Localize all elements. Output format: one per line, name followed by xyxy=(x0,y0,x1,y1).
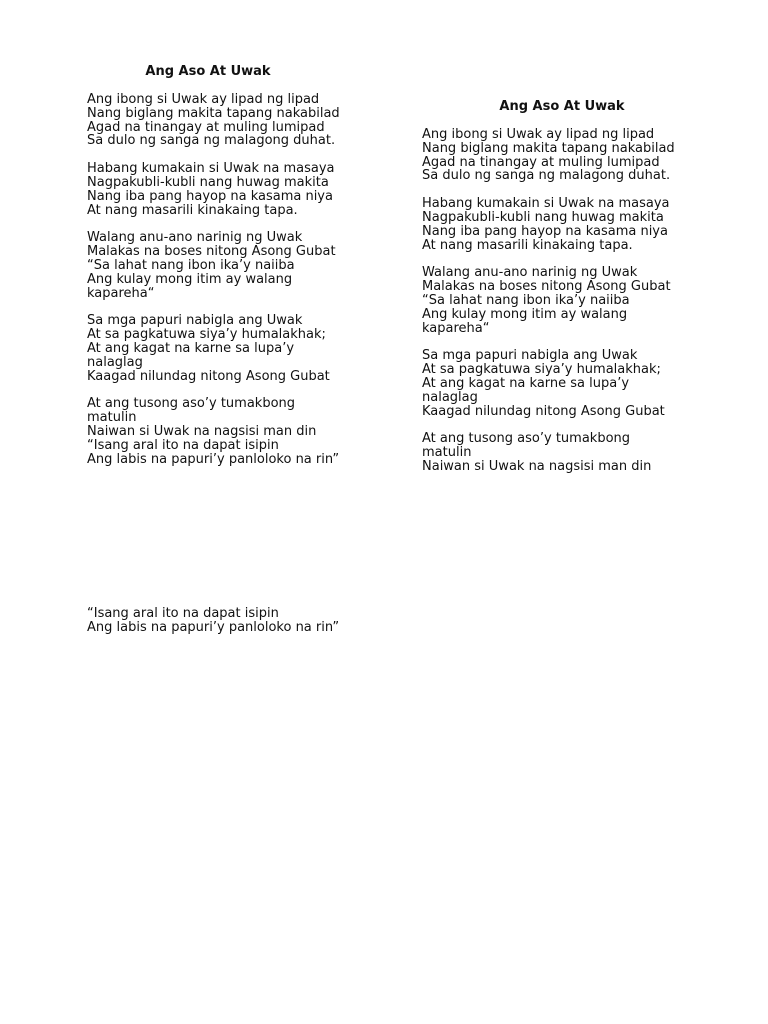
poem-line: Nang biglang makita tapang nakabilad xyxy=(422,140,675,156)
poem-line: Naiwan si Uwak na nagsisi man din xyxy=(87,423,317,439)
poem-line: Agad na tinangay at muling lumipad xyxy=(422,154,660,170)
poem-line: “Sa lahat nang ibon ika’y naiiba xyxy=(422,292,630,308)
poem-line: Kaagad nilundag nitong Asong Gubat xyxy=(87,368,330,384)
poem-line: At sa pagkatuwa siya’y humalakhak; xyxy=(87,327,326,343)
stanza xyxy=(87,397,387,466)
poem-line: Ang kulay mong itim ay walang xyxy=(87,271,293,287)
poem-line: Malakas na boses nitong Asong Gubat xyxy=(87,244,336,260)
moral-block xyxy=(87,607,387,649)
poem-line: Malakas na boses nitong Asong Gubat xyxy=(422,279,671,295)
poem-line: Nang iba pang hayop na kasama niya xyxy=(422,223,668,239)
poem-line: Ang labis na papuri’y panloloko na rin” xyxy=(87,451,340,467)
poem-line: “Isang aral ito na dapat isipin xyxy=(87,606,279,621)
stanza xyxy=(87,93,387,148)
right-column xyxy=(422,99,722,488)
poem-line: nalaglag xyxy=(87,354,143,370)
poem-line: “Isang aral ito na dapat isipin xyxy=(87,437,279,453)
poem-line: Sa dulo ng sanga ng malagong duhat. xyxy=(87,133,336,149)
poem-line: Nang iba pang hayop na kasama niya xyxy=(87,188,333,204)
poem-line: Ang labis na papuri’y panloloko na rin” xyxy=(87,619,340,635)
poem-line: “Sa lahat nang ibon ika’y naiiba xyxy=(87,257,295,273)
poem-line: At ang tusong aso’y tumakbong xyxy=(87,396,296,412)
stanza xyxy=(422,197,722,252)
poem-line: At ang tusong aso’y tumakbong xyxy=(422,431,631,447)
stanza xyxy=(422,349,722,418)
stanza-list xyxy=(422,128,722,474)
poem-title: Ang Aso At Uwak xyxy=(499,99,625,114)
left-column xyxy=(87,64,387,480)
poem-line: Ang ibong si Uwak ay lipad ng lipad xyxy=(87,92,320,107)
poem-line: Ang kulay mong itim ay walang xyxy=(422,306,628,322)
poem-line: Sa mga papuri nabigla ang Uwak xyxy=(422,348,638,364)
stanza-list xyxy=(87,93,387,466)
poem-line: At ang kagat na karne sa lupa’y xyxy=(87,340,295,356)
poem-line: Nang biglang makita tapang nakabilad xyxy=(87,105,340,121)
poem-line: Kaagad nilundag nitong Asong Gubat xyxy=(422,403,665,419)
stanza xyxy=(87,231,387,300)
poem-line: Habang kumakain si Uwak na masaya xyxy=(87,161,335,177)
moral-stanza xyxy=(87,607,387,635)
stanza xyxy=(422,128,722,183)
poem-line: kapareha“ xyxy=(422,320,490,336)
poem-line: matulin xyxy=(87,410,137,426)
poem-line: Agad na tinangay at muling lumipad xyxy=(87,119,325,135)
poem-line: Sa mga papuri nabigla ang Uwak xyxy=(87,313,303,329)
stanza xyxy=(87,314,387,383)
poem-line: Naiwan si Uwak na nagsisi man din xyxy=(422,458,652,474)
poem-line: matulin xyxy=(422,445,472,461)
poem-line: Nagpakubli-kubli nang huwag makita xyxy=(422,209,664,225)
stanza xyxy=(422,266,722,335)
poem-title: Ang Aso At Uwak xyxy=(145,64,271,79)
stanza xyxy=(422,432,722,473)
poem-line: At sa pagkatuwa siya’y humalakhak; xyxy=(422,362,661,378)
poem-line: At nang masarili kinakaing tapa. xyxy=(87,202,298,218)
poem-line: Walang anu-ano narinig ng Uwak xyxy=(87,230,303,246)
poem-line: Habang kumakain si Uwak na masaya xyxy=(422,196,670,212)
poem-line: Ang ibong si Uwak ay lipad ng lipad xyxy=(422,127,655,142)
poem-line: kapareha“ xyxy=(87,285,155,301)
stanza xyxy=(87,162,387,217)
poem-line: Nagpakubli-kubli nang huwag makita xyxy=(87,174,329,190)
poem-line: At ang kagat na karne sa lupa’y xyxy=(422,375,630,391)
poem-line: nalaglag xyxy=(422,389,478,405)
poem-line: Walang anu-ano narinig ng Uwak xyxy=(422,265,638,281)
poem-line: At nang masarili kinakaing tapa. xyxy=(422,237,633,253)
poem-line: Sa dulo ng sanga ng malagong duhat. xyxy=(422,168,671,184)
